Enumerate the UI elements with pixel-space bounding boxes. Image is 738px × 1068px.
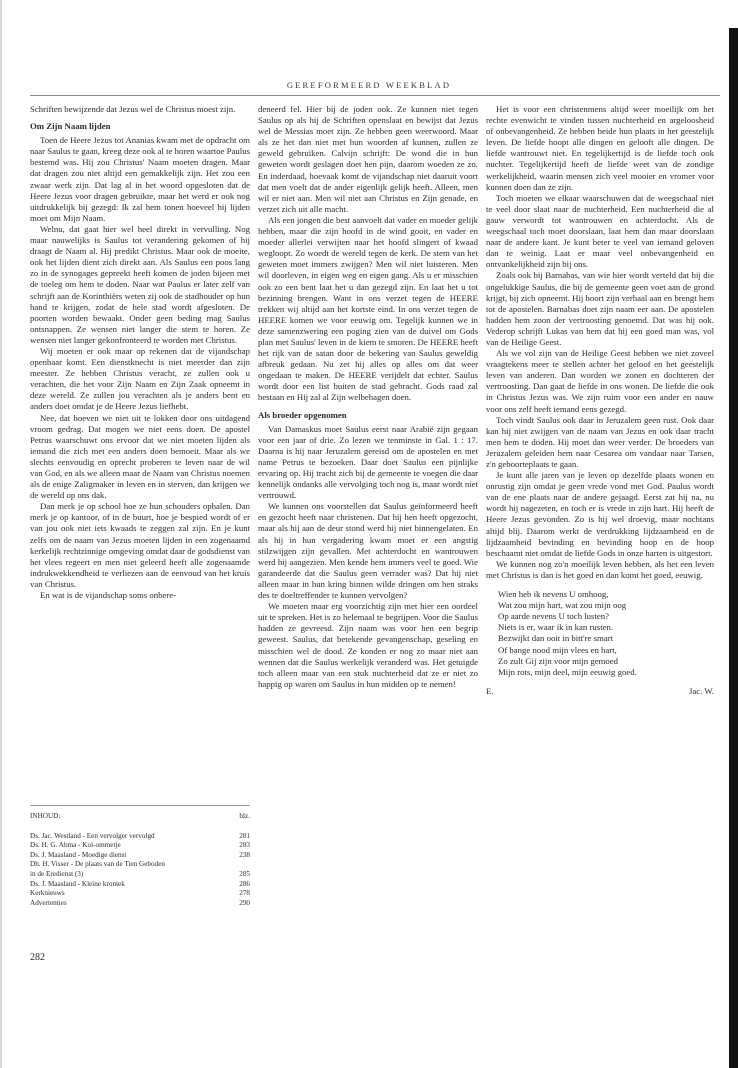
signature-author: Jac. W.: [688, 685, 714, 696]
poem-line: Of bange nood mijn vlees en hart,: [498, 644, 617, 655]
toc-title: Ds. H. G. Abma - Kol-ommetje: [30, 841, 121, 850]
paragraph: We moeten maar erg voorzichtig zijn met hier een oordeel uit te spreken. Het is zo helemaal te begrijpen. Voor die Saulus hadden ze gevreesd. Zijn naam was voor hen een begrip geweest. Saulus, dat betekende gevangenschap, geseling en misschien wel de dood. Ze konden er nog zo maar niet aan wennen dat die Saulus werkelijk veranderd was. Het getuigde toch alleen maar van een stuk nuchterheid dat ze er niet zo happig op waren om Saulus in hun midden op te nemen!: [258, 601, 478, 689]
toc-title: Ds. Jac. Westland - Een vervolger vervolgd: [30, 831, 155, 840]
column-2: [258, 104, 478, 690]
toc-row: [30, 880, 250, 890]
paragraph: Wij moeten er ook maar op rekenen dat de vijandschap openbaar komt. Een dienstknecht is niet meerder dan zijn meester. Ze hebben Christus veracht, ze zullen ook u verachten, die het voor Zijn Naam en Zijn Zaak opneemt in deze wereld. Ze zullen jou verachten als je anders bent en anders doet omdat je de Heere Jezus liefhebt.: [30, 345, 250, 412]
toc-row: [30, 841, 250, 851]
toc-page-label: blz.: [239, 812, 250, 820]
poem-line: Mijn rots, mijn deel, mijn eeuwig goed.: [498, 666, 637, 677]
running-header: GEREFORMEERD WEEKBLAD: [286, 80, 452, 90]
paragraph: We kunnen ons voorstellen dat Saulus geïnformeerd heeft en gezocht heeft naar christenen. Dat hij hen heeft opgezocht, maar als hij aan de deur stond werd hij niet binnengelaten. En als hij in hun vergadering kwam moet er een angstig stilzwijgen zijn gevallen. Met achterdocht en wantrouwen werd hij aangezien. Men kende hem immers veel te goed. Wie garandeerde dat die Saulus geen verrader was? Dat hij niet alleen maar in hun kring binnen wilde dringen om hen straks des te doeltreffender te kunnen vervolgen?: [258, 501, 478, 601]
toc-title: in de Eredienst (3): [30, 869, 84, 878]
paragraph: Schriften bewijzende dat Jezus wel de Christus moest zijn.: [30, 104, 236, 114]
poem-line: Wat zou mijn hart, wat zou mijn oog: [498, 600, 627, 611]
paragraph: Nee, dat hoeven we niet uit te lokken door ons uitdagend vroom gedrag. Dat mogen we niet eens doen. De apostel Petrus waarschuwt ons ervoor dat we niet moeten lijden als iemand die zich met een anders doen bemoeit. Maar als we slechts eenvoudig en oprecht proberen te leven naar de wil van God, en als we alleen maar de Naam van Christus noemen als de enige Zaligmaker in leven en in sterven, dan krijgen we de wereld op ons dak.: [30, 412, 250, 501]
paragraph: Je kunt alle jaren van je leven op dezelfde plaats wonen en onrustig zijn omdat je geen vrede vond met God. Paulus wordt van de ene plaats naar de andere gejaagd. Eerst zat hij na, nu wordt hij nagezeten, en toch er is vrede in zijn hart. Hij heeft de Heere Jezus gevonden. Zo is hij wel droevig, maar nochtans altijd blij. Daarom werkt de verdrukking lijdzaamheid en de lijdzaamheid bevinding en bevinding hoop en de hoop beschaamt niet omdat de liefde Gods in onze harten is uitgestort.: [486, 470, 714, 558]
paragraph: Als we vol zijn van de Heilige Geest hebben we niet zoveel vraagtekens meer te stellen achter het geloof en het geestelijk leven van anderen. Dan worden we zonen en dochteren der vertroosting. Dan gaat de liefde in ons wonen. De liefde die ook in Christus Jezus was. We zijn ruim voor een ander en nauw voor ons zelf heeft iemand eens gezegd.: [486, 348, 714, 414]
toc-title: Dh. H. Visser - De plaats van de Tien Geboden: [30, 860, 165, 869]
poem: [498, 589, 714, 678]
scan-border: [729, 28, 738, 1068]
toc-title: Ds. J. Maasland - Kleine kroniek: [30, 879, 125, 888]
poem-line: Bezwijkt dan ooit in bitt're smart: [498, 633, 614, 644]
toc-rows: [30, 832, 250, 909]
toc-title: Kerknieuws: [30, 889, 65, 898]
paragraph: Toch vindt Saulus ook daar in Jeruzalem geen rust. Ook daar kan hij niet zwijgen van de naam van Jezus en ook daar tracht men hem te doden. Hij moet dan weer verder. De broeders van Jeruzalem geleiden hem naar Cesarea om vandaar naar Tarsen, z'n geboorteplaats te gaan.: [486, 414, 714, 469]
toc-page: 285: [239, 869, 250, 878]
toc-page: 290: [239, 898, 250, 907]
toc-title: Advertenties: [30, 898, 67, 907]
poem-line: Op aarde nevens U toch lusten?: [498, 611, 610, 622]
toc-title: Ds. J. Maasland - Moedige dienst: [30, 850, 127, 859]
toc-row: [30, 899, 250, 909]
signature-initial: E.: [486, 685, 494, 696]
toc-page: 281: [239, 831, 250, 840]
toc-row: [30, 832, 250, 842]
paragraph: En wat is de vijandschap soms onbere-: [40, 590, 177, 601]
paragraph: deneerd fel. Hier bij de joden ook. Ze kunnen niet tegen Saulus op als hij de Schriften openslaat en bewijst dat Jezus wel de Messias moet zijn. Ze hebben geen weerwoord. Maar als ze het dan niet met hun woorden af kunnen, zullen ze geweld gebruiken. Calvijn schrijft: De wond die in hun geweten wordt geslagen doet hen pijn, daarom woeden ze zo. En inderdaad, hoevaak komt de vijandschap niet daaruit voort dat men voelt dat de ander eigenlijk gelijk heeft. Alleen, men wil er niet aan. Men wil niet aan Christus en Zijn genade, en verzet zich uit alle macht.: [258, 104, 478, 214]
signature: [486, 686, 714, 697]
paragraph: Dan merk je op school hoe ze hun schouders ophalen. Dan merk je op kantoor, of in de buurt, hoe je bespied wordt of er van jou ook niet iets kwaads te zeggen zal zijn. En je kunt zelfs om de naam van Jezus moeten lijden in een zogenaamd kerkelijk rechtzinnige omgeving omdat daar de godsdienst van het vlees regeert en men niet geleerd heeft alle zogenaamde indrukwekkendheid te verliezen aan de eenvoud van het kruis van Christus.: [30, 501, 250, 589]
toc-page: 283: [239, 841, 250, 850]
toc-heading: INHOUD:: [30, 812, 61, 820]
toc-row: [30, 860, 250, 870]
paragraph: Het is voor een christenmens altijd weer moeilijk om het rechte evenwicht te vinden tussen nuchterheid en argeloosheid of onbevangenheid. Ze hebben beide hun plaats in het geestelijk leven. De liefde hoopt alle dingen en gelooft alle dingen. De liefde wantrouwt niet. En tegelijkertijd is de liefde toch ook nuchter. Tegelijkertijd heeft de liefde weet van de zondige werkelijkheid, waarin mensen zich veel mooier en vromer voor kunnen doen dan ze zijn.: [486, 104, 714, 192]
poem-line: Wien heb ik nevens U omhoog,: [498, 589, 609, 600]
toc-page: 286: [239, 879, 250, 888]
paragraph: Als een jongen die best aanvoelt dat vader en moeder gelijk hebben, maar die zijn hoofd in de wind gooit, en vader en moeder allerlei verwijten naar het hoofd slingert of kwaad wegloopt. Zo woedt de wereld tegen de kerk. De stem van het geweten moet immers zwijgen? Men wil niet luisteren. Men wil doorleven, in eigen weg en eigen gang. Als u er misschien ook zo een bent laat het u dan gezegd zijn. En laat het u tot bezinning brengen. Want in ons verzet tegen de HEERE trekken wij altijd aan het kortste eind. In ons verzet tegen de HEERE komen we voor eeuwig om. Tegelijk kunnen we in deze samenzwering een poging zien van de duivel om Gods plan met Saulus' leven in de kiem te smoren. De HEERE heeft het rijk van de satan door de bekering van Saulus geweldig afbreuk gedaan. Nu zet hij alles op alles om dat weer ongedaan te maken. De HEERE verijdelt dat echter. Saulus wordt door een list buiten de stad gebracht. Gods raad zal bestaan en Hij zal al Zijn welbehagen doen.: [258, 214, 478, 403]
poem-line: Zo zult Gij zijn voor mijn gemoed: [498, 655, 619, 666]
toc-row: [30, 870, 250, 880]
section-heading: Om Zijn Naam lijden: [30, 121, 111, 132]
toc-page: 238: [239, 850, 250, 859]
toc-row: [30, 889, 250, 899]
paragraph: Toch moeten we elkaar waarschuwen dat de weegschaal niet te veel door slaat naar de nuchterheid. Een nuchterheid die al gauw verwordt tot wantrouwen en achterdocht. Als de weegschaal toch moet doorslaan, laat hem dan maar doorslaan naar de andere kant. Je kunt beter te veel van iemand geloven dan te weinig. Laat er maar veel onbevangenheid en ontvankelijkheid zijn bij ons.: [486, 192, 714, 270]
section-heading: Als broeder opgenomen: [258, 409, 347, 420]
column-3: [486, 104, 714, 697]
poem-line: Niets is er, waar ik in kan rusten.: [498, 622, 614, 633]
paragraph: Van Damaskus moet Saulus eerst naar Arabië zijn gegaan voor een jaar of drie. Zo lezen we tenminste in Gal. 1 : 17. Daarna is hij naar Jeruzalem gereisd om de apostelen en met name Petrus te bezoeken. Daar doet Saulus een pijnlijke ervaring op. Hij tracht zich bij de gemeente te voegen die daar kennelijk ondanks alle vervolging toch nog is, maar wordt niet vertrouwd.: [258, 423, 478, 501]
toc-rule: [30, 805, 250, 806]
toc-header: [30, 812, 250, 822]
toc-row: [30, 851, 250, 861]
paragraph: Toen de Heere Jezus tot Ananias kwam met de opdracht om naar Saulus te gaan, kreeg deze ook al te horen waartoe Paulus bestemd was. Hij zou Christus' Naam moeten dragen. Maar dat dragen zou niet altijd een gemakkelijk zijn. Het zou een zwaar werk zijn. Dat lag al in het woord opgesloten dat de Heere Jezus voor dragen gebruikte, maar het werd er ook nog uitdrukkelijk bij gezegd: Ik zal hem tonen hoeveel hij lijden moet om Mijn Naam.: [30, 135, 250, 223]
page-edge: [0, 0, 2, 1068]
paragraph: We kunnen nog zo'n moeilijk leven hebben, als het een leven met Christus is dan is het goed en dan komt het goed, eeuwig.: [486, 558, 714, 580]
paragraph: Welnu, dat gaat hier wel heel direkt in vervulling. Nog maar nauwelijks is Saulus tot verandering gekomen of hij draagt de Naam al. Hij predikt Christus. Maar ook de moeite, ook het lijden dient zich direkt aan. Als Saulus een poos lang zo in de synogages gepreekt heeft komen de joden bijeen met de toeleg om hem te doden. Naar wat Paulus er later zelf van schrijft aan de Korinthiërs weten zij ook de stadhouder op hun hand te krijgen, zodat de hele stad wordt afgesloten. De poorten worden bewaakt. Onder geen beding mag Saulus ontsnappen. Ze wensen niet langer die stem te horen. Ze wensen niet langer gekonfronteerd te worden met Christus.: [30, 223, 250, 345]
table-of-contents: [30, 812, 250, 908]
header-rule: [30, 95, 720, 96]
toc-page: 278: [239, 889, 250, 898]
paragraph: Zoals ook bij Barnabas, van wie hier wordt verteld dat hij die ongelukkige Saulus, die bij de gemeente geen voet aan de grond krijgt, bij zich opneemt. Hij hoort zijn verhaal aan en brengt hem tot de apostelen. Barnabas doet zijn naam eer aan. De apostelen hadden hem zoon der vertroosting genoemd. Dat was hij ook. Vederop schrijft Lukas van hem dat hij een goed man was, vol van de Heilige Geest.: [486, 270, 714, 347]
toc-page: [234, 860, 250, 870]
page-number: 282: [30, 952, 45, 963]
column-1: [30, 104, 250, 601]
